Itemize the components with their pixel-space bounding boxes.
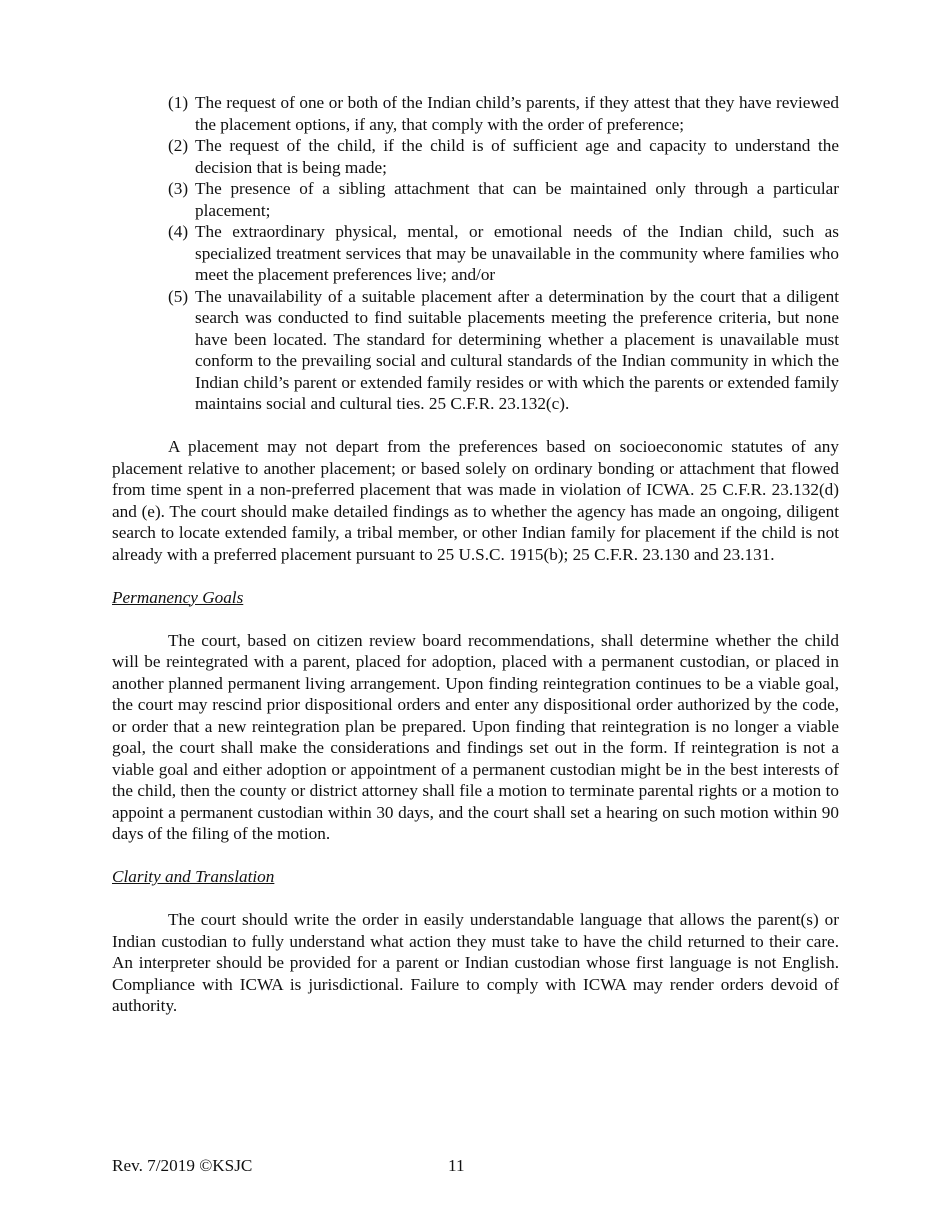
- list-item-number: (1): [168, 93, 189, 112]
- list-item-text: The request of one or both of the Indian child’s parents, if they attest that they have reviewed the placement options, if any, that comply with the order of preference;: [195, 93, 839, 134]
- list-item-text: The presence of a sibling attachment that can be maintained only through a particular placement;: [195, 179, 839, 220]
- list-item-number: (3): [168, 179, 189, 198]
- clarity-translation-paragraph: The court should write the order in easily understandable language that allows the parent(s) or Indian custodian to fully understand what action they must take to have the child returned to their care. An interpreter should be provided for a parent or Indian custodian whose first language is not English. Compliance with ICWA is jurisdictional. Failure to comply with ICWA may render orders devoid of authority.: [112, 910, 839, 1015]
- section-heading-permanency-goals: Permanency Goals: [112, 587, 244, 607]
- list-item-number: (2): [168, 136, 189, 155]
- placement-departure-paragraph: A placement may not depart from the preferences based on socioeconomic statutes of any placement relative to another placement; or based solely on ordinary bonding or attachment that flowed from time spent in a non-preferred placement that was made in violation of ICWA. 25 C.F.R. 23.132(d) and (e). The court should make detailed findings as to whether the agency has made an ongoing, diligent search to locate extended family, a tribal member, or other Indian family for placement if the child is not already with a preferred placement pursuant to 25 U.S.C. 1915(b); 25 C.F.R. 23.130 and 23.131.: [112, 437, 839, 564]
- permanency-goals-paragraph: The court, based on citizen review board recommendations, shall determine whether the child will be reintegrated with a parent, placed for adoption, placed with a permanent custodian, or placed in another planned permanent living arrangement. Upon finding reintegration continues to be a viable goal, the court may rescind prior dispositional orders and enter any dispositional order authorized by the code, or order that a new reintegration plan be prepared. Upon finding that reintegration is no longer a viable goal, the court shall make the considerations and findings set out in the form. If reintegration is not a viable goal and either adoption or appointment of a permanent custodian might be in the best interests of the child, then the county or district attorney shall file a motion to terminate parental rights or a motion to appoint a permanent custodian within 30 days, and the court shall set a hearing on such motion within 90 days of the filing of the motion.: [112, 630, 839, 843]
- document-page: [112, 92, 839, 1017]
- page-number: 11: [448, 1156, 465, 1175]
- list-item: [168, 92, 839, 135]
- list-item-number: (5): [168, 286, 189, 306]
- placement-exceptions-list: [168, 92, 839, 415]
- list-item-text: The request of the child, if the child is of sufficient age and capacity to understand the decision that is being made;: [195, 136, 839, 177]
- list-item: [168, 135, 839, 178]
- section-heading-clarity-translation: Clarity and Translation: [112, 867, 275, 886]
- list-item: [168, 178, 839, 221]
- revision-label: Rev. 7/2019 ©KSJC: [112, 1156, 253, 1175]
- list-item-text: The unavailability of a suitable placement after a determination by the court that a diligent search was conducted to find suitable placements meeting the preference criteria, but none have been located. The standard for determining whether a placement is unavailable must conform to the prevailing social and cultural standards of the Indian community in which the Indian child’s parent or extended family resides or with which the parents or extended family maintains social and cultural ties. 25 C.F.R. 23.132(c).: [195, 286, 839, 413]
- list-item: [168, 286, 839, 415]
- list-item: [168, 221, 839, 286]
- list-item-text: The extraordinary physical, mental, or emotional needs of the Indian child, such as specialized treatment services that may be unavailable in the community where families who meet the placement preferences live; and/or: [195, 222, 839, 284]
- list-item-number: (4): [168, 222, 189, 241]
